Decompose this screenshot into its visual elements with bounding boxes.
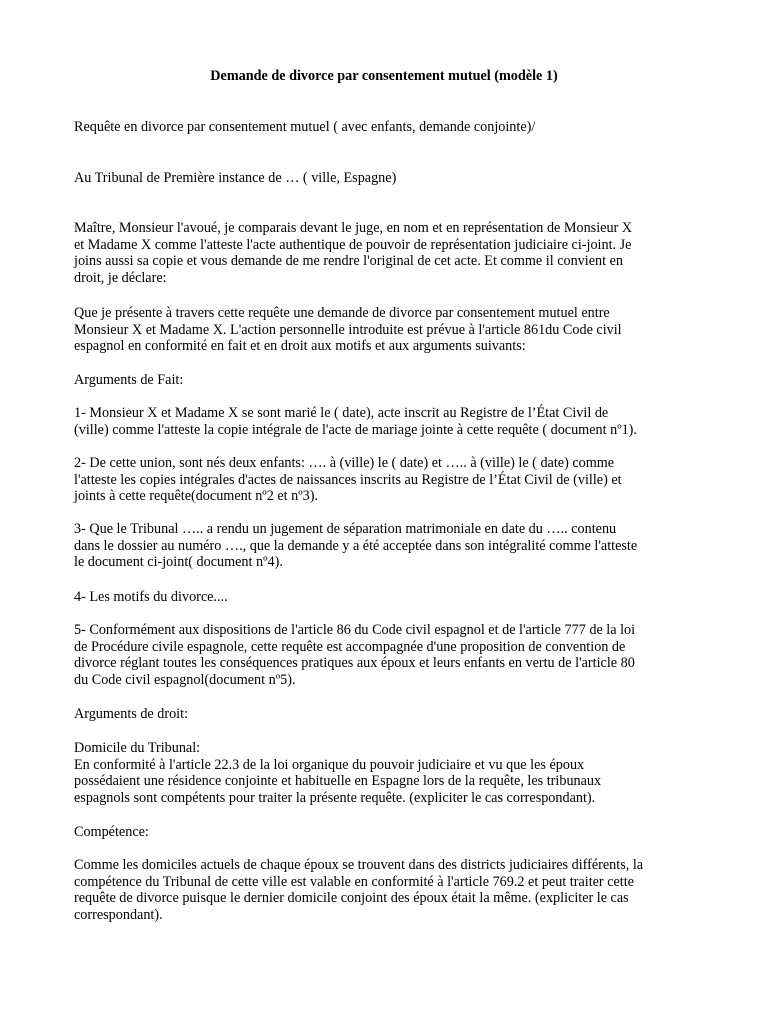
paragraph-point-4 — [74, 589, 714, 606]
text-line: Compétence: — [74, 824, 149, 840]
text-line: compétence du Tribunal de cette ville est valable en conformité à l'article 769.2 et peut traiter cette — [74, 873, 634, 890]
text-line: Comme les domiciles actuels de chaque époux se trouvent dans des districts judiciaires différents, la — [74, 857, 644, 873]
text-line: joints à cette requête(document nº2 et nº3). — [74, 488, 318, 504]
text-line: le document ci-joint( document nº4). — [74, 554, 283, 570]
text-line: 1- Monsieur X et Madame X se sont marié le ( date), acte inscrit au Registre de l’État Civil de — [74, 405, 609, 421]
document-title: Demande de divorce par consentement mutuel (modèle 1) — [210, 68, 558, 84]
text-line: joins aussi sa copie et vous demande de me rendre l'original de cet acte. Et comme il convient en — [74, 253, 623, 269]
text-line: Au Tribunal de Première instance de … ( ville, Espagne) — [74, 170, 397, 186]
text-line: 4- Les motifs du divorce.... — [74, 589, 228, 605]
text-line: correspondant). — [74, 906, 163, 923]
text-line: (ville) comme l'atteste la copie intégrale de l'acte de mariage jointe à cette requête ( document nº1). — [74, 421, 637, 438]
text-line: 5- Conformément aux dispositions de l'article 86 du Code civil espagnol et de l'article 777 de la loi — [74, 622, 636, 638]
heading-arguments-de-fait — [74, 372, 714, 389]
text-line: divorce réglant toutes les conséquences pratiques aux époux et leurs enfants en vertu de l'article 80 — [74, 655, 635, 671]
paragraph-point-2 — [74, 455, 714, 505]
text-line: et Madame X comme l'atteste l'acte authentique de pouvoir de représentation judiciaire ci-joint. Je — [74, 236, 632, 253]
text-line: l'atteste les copies intégrales d'actes de naissances inscrits au Registre de l’État Civil de (ville) et — [74, 471, 622, 488]
text-line: Monsieur X et Madame X. L'action personnelle introduite est prévue à l'article 861du Code civil — [74, 321, 622, 338]
text-line: En conformité à l'article 22.3 de la loi organique du pouvoir judiciaire et vu que les époux — [74, 756, 585, 773]
paragraph-introduction — [74, 220, 714, 286]
paragraph-point-1 — [74, 405, 714, 438]
text-line: possédaient une résidence conjointe et habituelle en Espagne lors de la requête, les tribunaux — [74, 773, 602, 789]
text-line: 3- Que le Tribunal ….. a rendu un jugement de séparation matrimoniale en date du ….. contenu — [74, 521, 617, 537]
text-line: Requête en divorce par consentement mutuel ( avec enfants, demande conjointe)/ — [74, 119, 536, 135]
paragraph-point-5 — [74, 622, 714, 688]
text-line: espagnol en conformité en fait et en droit aux motifs et aux arguments suivants: — [74, 338, 526, 354]
text-line: Arguments de Fait: — [74, 372, 184, 388]
paragraph-domicile-du-tribunal — [74, 740, 714, 806]
text-line: de Procédure civile espagnole, cette requête est accompagnée d'une proposition de convention de — [74, 638, 626, 655]
text-line: dans le dossier au numéro …., que la demande y a été acceptée dans son intégralité comme l'atteste — [74, 537, 638, 554]
paragraph-declaration — [74, 305, 714, 355]
text-line: Maître, Monsieur l'avoué, je comparais devant le juge, en nom et en représentation de Monsieur X — [74, 220, 633, 236]
text-line: 2- De cette union, sont nés deux enfants: …. à (ville) le ( date) et ….. à (ville) le ( date) comme — [74, 455, 615, 471]
text-line: droit, je déclare: — [74, 269, 167, 286]
text-line: espagnols sont compétents pour traiter la présente requête. (expliciter le cas correspondant). — [74, 789, 596, 806]
paragraph-request-type — [74, 119, 714, 136]
text-line: du Code civil espagnol(document nº5). — [74, 671, 296, 688]
text-line: requête de divorce puisque le dernier domicile conjoint des époux était la même. (expliciter le cas — [74, 890, 629, 906]
text-line: Que je présente à travers cette requête une demande de divorce par consentement mutuel entre — [74, 305, 610, 321]
heading-arguments-de-droit — [74, 706, 714, 723]
paragraph-point-3 — [74, 521, 714, 571]
paragraph-tribunal-address — [74, 170, 714, 187]
heading-competence — [74, 824, 714, 841]
paragraph-competence — [74, 857, 714, 923]
text-line: Domicile du Tribunal: — [74, 740, 201, 756]
text-line: Arguments de droit: — [74, 706, 189, 722]
